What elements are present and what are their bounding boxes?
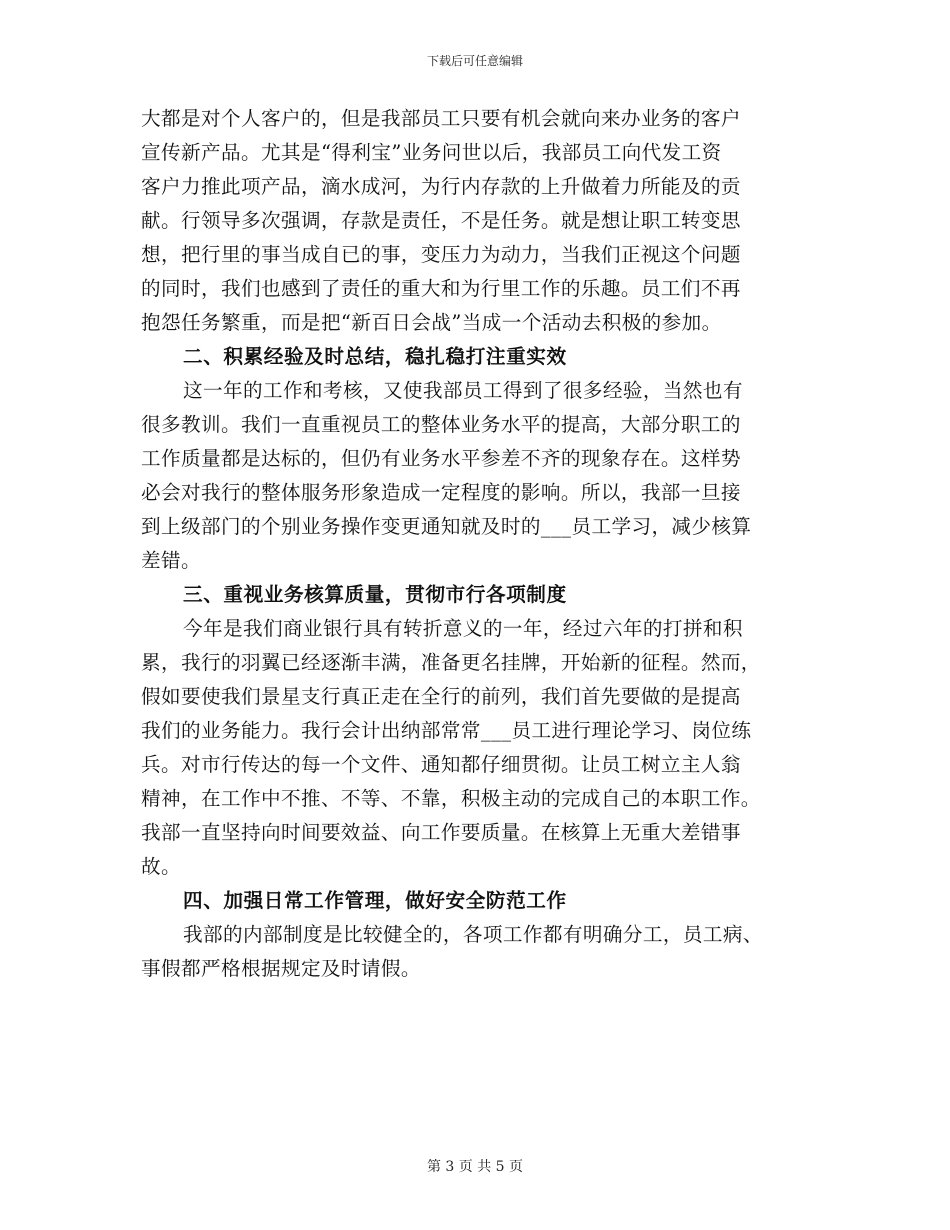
paragraph-line: 宣传新产品。尤其是“得利宝”业务问世以后，我部员工向代发工资 [141,141,722,164]
document-body [141,102,811,986]
paragraph-line: 事假都严格根据规定及时请假。 [141,957,421,980]
paragraph-line: 大都是对个人客户的，但是我部员工只要有机会就向来办业务的客户 [141,107,741,130]
paragraph-line: 客户力推此项产品，滴水成河，为行内存款的上升做着力所能及的贡 [141,175,741,198]
paragraph-line: 抱怨任务繁重，而是把“新百日会战”当成一个活动去积极的参加。 [141,311,722,334]
section-heading-3: 三、重视业务核算质量，贯彻市行各项制度 [183,583,567,606]
paragraph-line: 兵。对市行传达的每一个文件、通知都仔细贯彻。让员工树立主人翁 [141,753,741,776]
page-footer: 第 3 页 共 5 页 [426,1159,524,1175]
paragraph-line: 差错。 [141,549,201,572]
paragraph-line: 到上级部门的个别业务操作变更通知就及时的___员工学习，减少核算 [141,515,752,538]
paragraph-line: 累，我行的羽翼已经逐渐丰满，准备更名挂牌，开始新的征程。然而， [141,651,761,674]
paragraph-line: 故。 [141,855,181,878]
page-header: 下载后可任意编辑 [426,54,523,68]
section-heading-4: 四、加强日常工作管理，做好安全防范工作 [183,889,567,912]
paragraph-line: 我们的业务能力。我行会计出纳部常常___员工进行理论学习、岗位练 [141,719,752,742]
paragraph-line: 我部的内部制度是比较健全的，各项工作都有明确分工，员工病、 [183,923,763,946]
paragraph-line: 工作质量都是达标的，但仍有业务水平参差不齐的现象存在。这样势 [141,447,741,470]
paragraph-line: 我部一直坚持向时间要效益、向工作要质量。在核算上无重大差错事 [141,821,741,844]
paragraph-line: 这一年的工作和考核，又使我部员工得到了很多经验，当然也有 [183,379,743,402]
paragraph-line: 的同时，我们也感到了责任的重大和为行里工作的乐趣。员工们不再 [141,277,741,300]
section-heading-2: 二、积累经验及时总结，稳扎稳打注重实效 [183,345,567,368]
paragraph-line: 假如要使我们景星支行真正走在全行的前列，我们首先要做的是提高 [141,685,741,708]
paragraph-line: 必会对我行的整体服务形象造成一定程度的影响。所以，我部一旦接 [141,481,741,504]
paragraph-line: 献。行领导多次强调，存款是责任，不是任务。就是想让职工转变思 [141,209,741,232]
paragraph-line: 精神，在工作中不推、不等、不靠，积极主动的完成自己的本职工作。 [141,787,761,810]
paragraph-line: 想，把行里的事当成自已的事，变压力为动力，当我们正视这个问题 [141,243,741,266]
paragraph-line: 今年是我们商业银行具有转折意义的一年，经过六年的打拼和积 [183,617,743,640]
paragraph-line: 很多教训。我们一直重视员工的整体业务水平的提高，大部分职工的 [141,413,741,436]
